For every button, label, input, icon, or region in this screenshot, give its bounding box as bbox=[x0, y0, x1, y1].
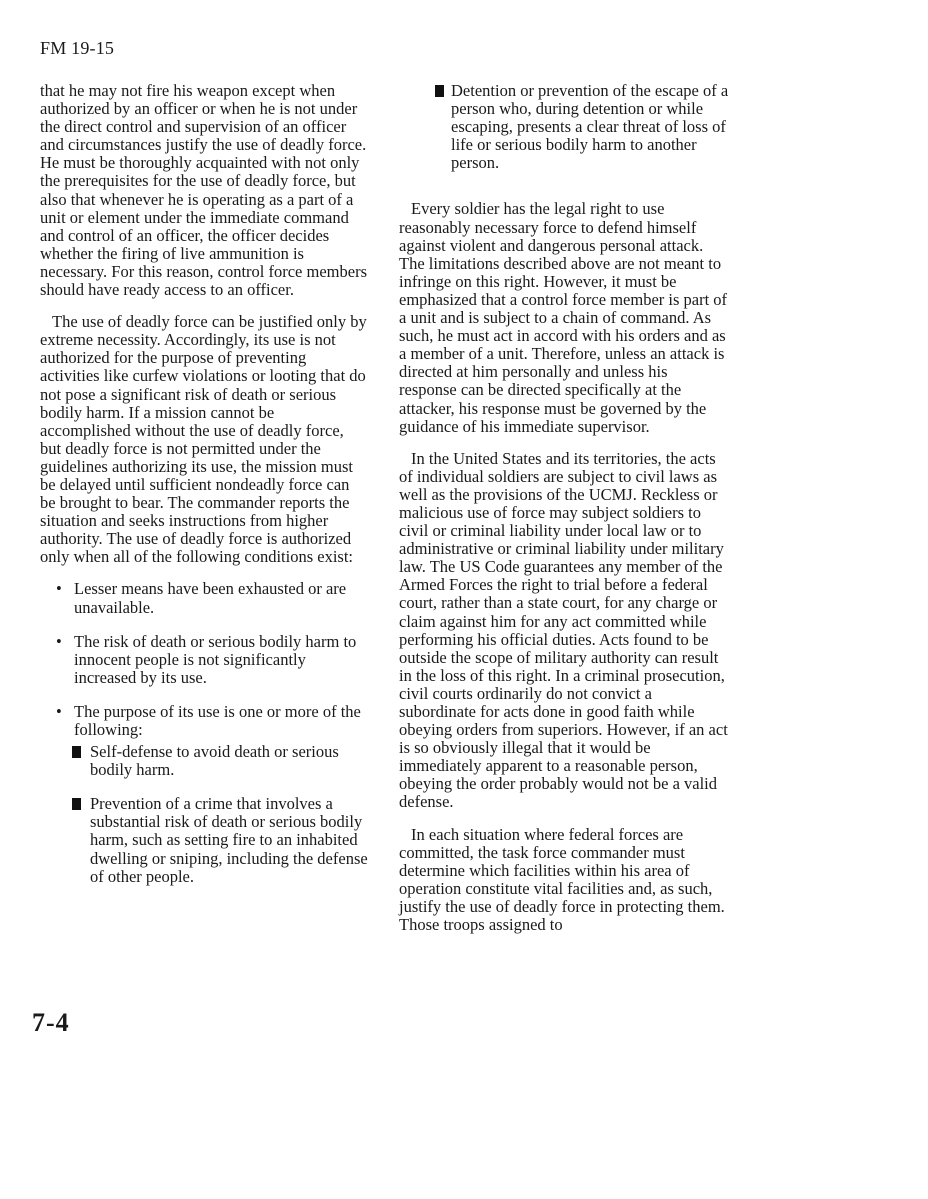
paragraph-vital-facilities: In each situation where federal forces are committed, the task force commander must determine which facilities within his area of operation constitute vital facilities and, as such, justify the use of deadly force in protecting them. Those troops assigned to bbox=[399, 824, 725, 935]
square-bullet-icon bbox=[72, 798, 81, 810]
paragraph-continued: that he may not fire his weapon except when authorized by an officer or when he is not under the direct control and supervision of an officer and circumstances justify the use of deadly force. He must be thoroughly acquainted with not only the prerequisites for the use of deadly force, but also that whenever he is operating as a part of a unit or element under the immediate command and control of an officer, the officer decides whether the firing of live ammunition is necessary. For this reason, control force members should have ready access to an officer. bbox=[40, 81, 367, 300]
paragraph-deadly-force-justification: The use of deadly force can be justified only by extreme necessity. Accordingly, its use is not authorized for the purpose of preventing activities like curfew violations or looting that do not pose a significant risk of death or serious bodily harm. If a mission cannot be accomplished without the use of deadly force, but deadly force is not permitted under the guidelines authorizing its use, the mission must be delayed until sufficient nondeadly force can be brought to bear. The commander reports the situation and seeks instructions from higher authority. The use of deadly force is authorized only when all of the following conditions exist: bbox=[40, 312, 367, 567]
list-item bbox=[40, 580, 368, 616]
sublist-item-text: Self-defense to avoid death or serious bodily harm. bbox=[90, 742, 339, 780]
sublist-item bbox=[399, 82, 729, 172]
sublist-item-text: Prevention of a crime that involves a substantial risk of death or serious bodily harm, such as setting fire to an inhabited dwelling or sniping, including the defense of other people. bbox=[90, 794, 368, 886]
right-column bbox=[399, 82, 729, 948]
conditions-list bbox=[40, 580, 368, 885]
list-item-text: Lesser means have been exhausted or are unavailable. bbox=[74, 579, 347, 617]
paragraph-civil-law: In the United States and its territories, the acts of individual soldiers are subject to civil laws as well as the provisions of the UCMJ. Reckless or malicious use of force may subject soldiers to civil or criminal liability under local law or to administrative or criminal liability under military law. The US Code guarantees any member of the Armed Forces the right to trial before a federal court, rather than a state court, for any charge or claim against him for any act committed while performing his official duties. Acts found to be outside the scope of military authority can result in the loss of this right. In a criminal prosecution, civil courts ordinarily do not convict a subordinate for acts done in good faith while obeying orders from superiors. However, if an act is so obviously illegal that it would be immediately apparent to a reasonable person, obeying the order probably would not be a valid defense. bbox=[399, 448, 728, 812]
running-header: FM 19-15 bbox=[40, 38, 115, 58]
sublist-item bbox=[40, 795, 368, 885]
list-item-text: The purpose of its use is one or more of the following: bbox=[74, 701, 361, 739]
list-item-text: The risk of death or serious bodily harm to innocent people is not significantly increased by its use. bbox=[74, 631, 357, 687]
list-item bbox=[40, 633, 368, 687]
page-number: 7-4 bbox=[32, 1008, 70, 1037]
bullet-icon: • bbox=[56, 631, 62, 651]
bullet-icon: • bbox=[56, 701, 62, 721]
paragraph-self-defense-right: Every soldier has the legal right to use reasonably necessary force to defend himself against violent and dangerous personal attack. The limitations described above are not meant to infringe on this right. However, it must be emphasized that a control force member is part of a unit and is subject to a chain of command. As such, he must act in accord with his orders and as a member of a unit. Therefore, unless an attack is directed at him personally and unless his response can be directed specifically at the attacker, his response must be governed by the guidance of his immediate supervisor. bbox=[399, 199, 728, 436]
list-item bbox=[40, 703, 368, 886]
left-column bbox=[40, 82, 368, 902]
sublist-item bbox=[40, 743, 368, 779]
square-bullet-icon bbox=[72, 746, 81, 758]
bullet-icon: • bbox=[56, 579, 62, 599]
sublist-item-text: Detention or prevention of the escape of a person who, during detention or while escaping, presents a clear threat of loss of life or serious bodily harm to another person. bbox=[451, 81, 729, 173]
purpose-sublist bbox=[74, 743, 368, 886]
square-bullet-icon bbox=[435, 85, 444, 97]
